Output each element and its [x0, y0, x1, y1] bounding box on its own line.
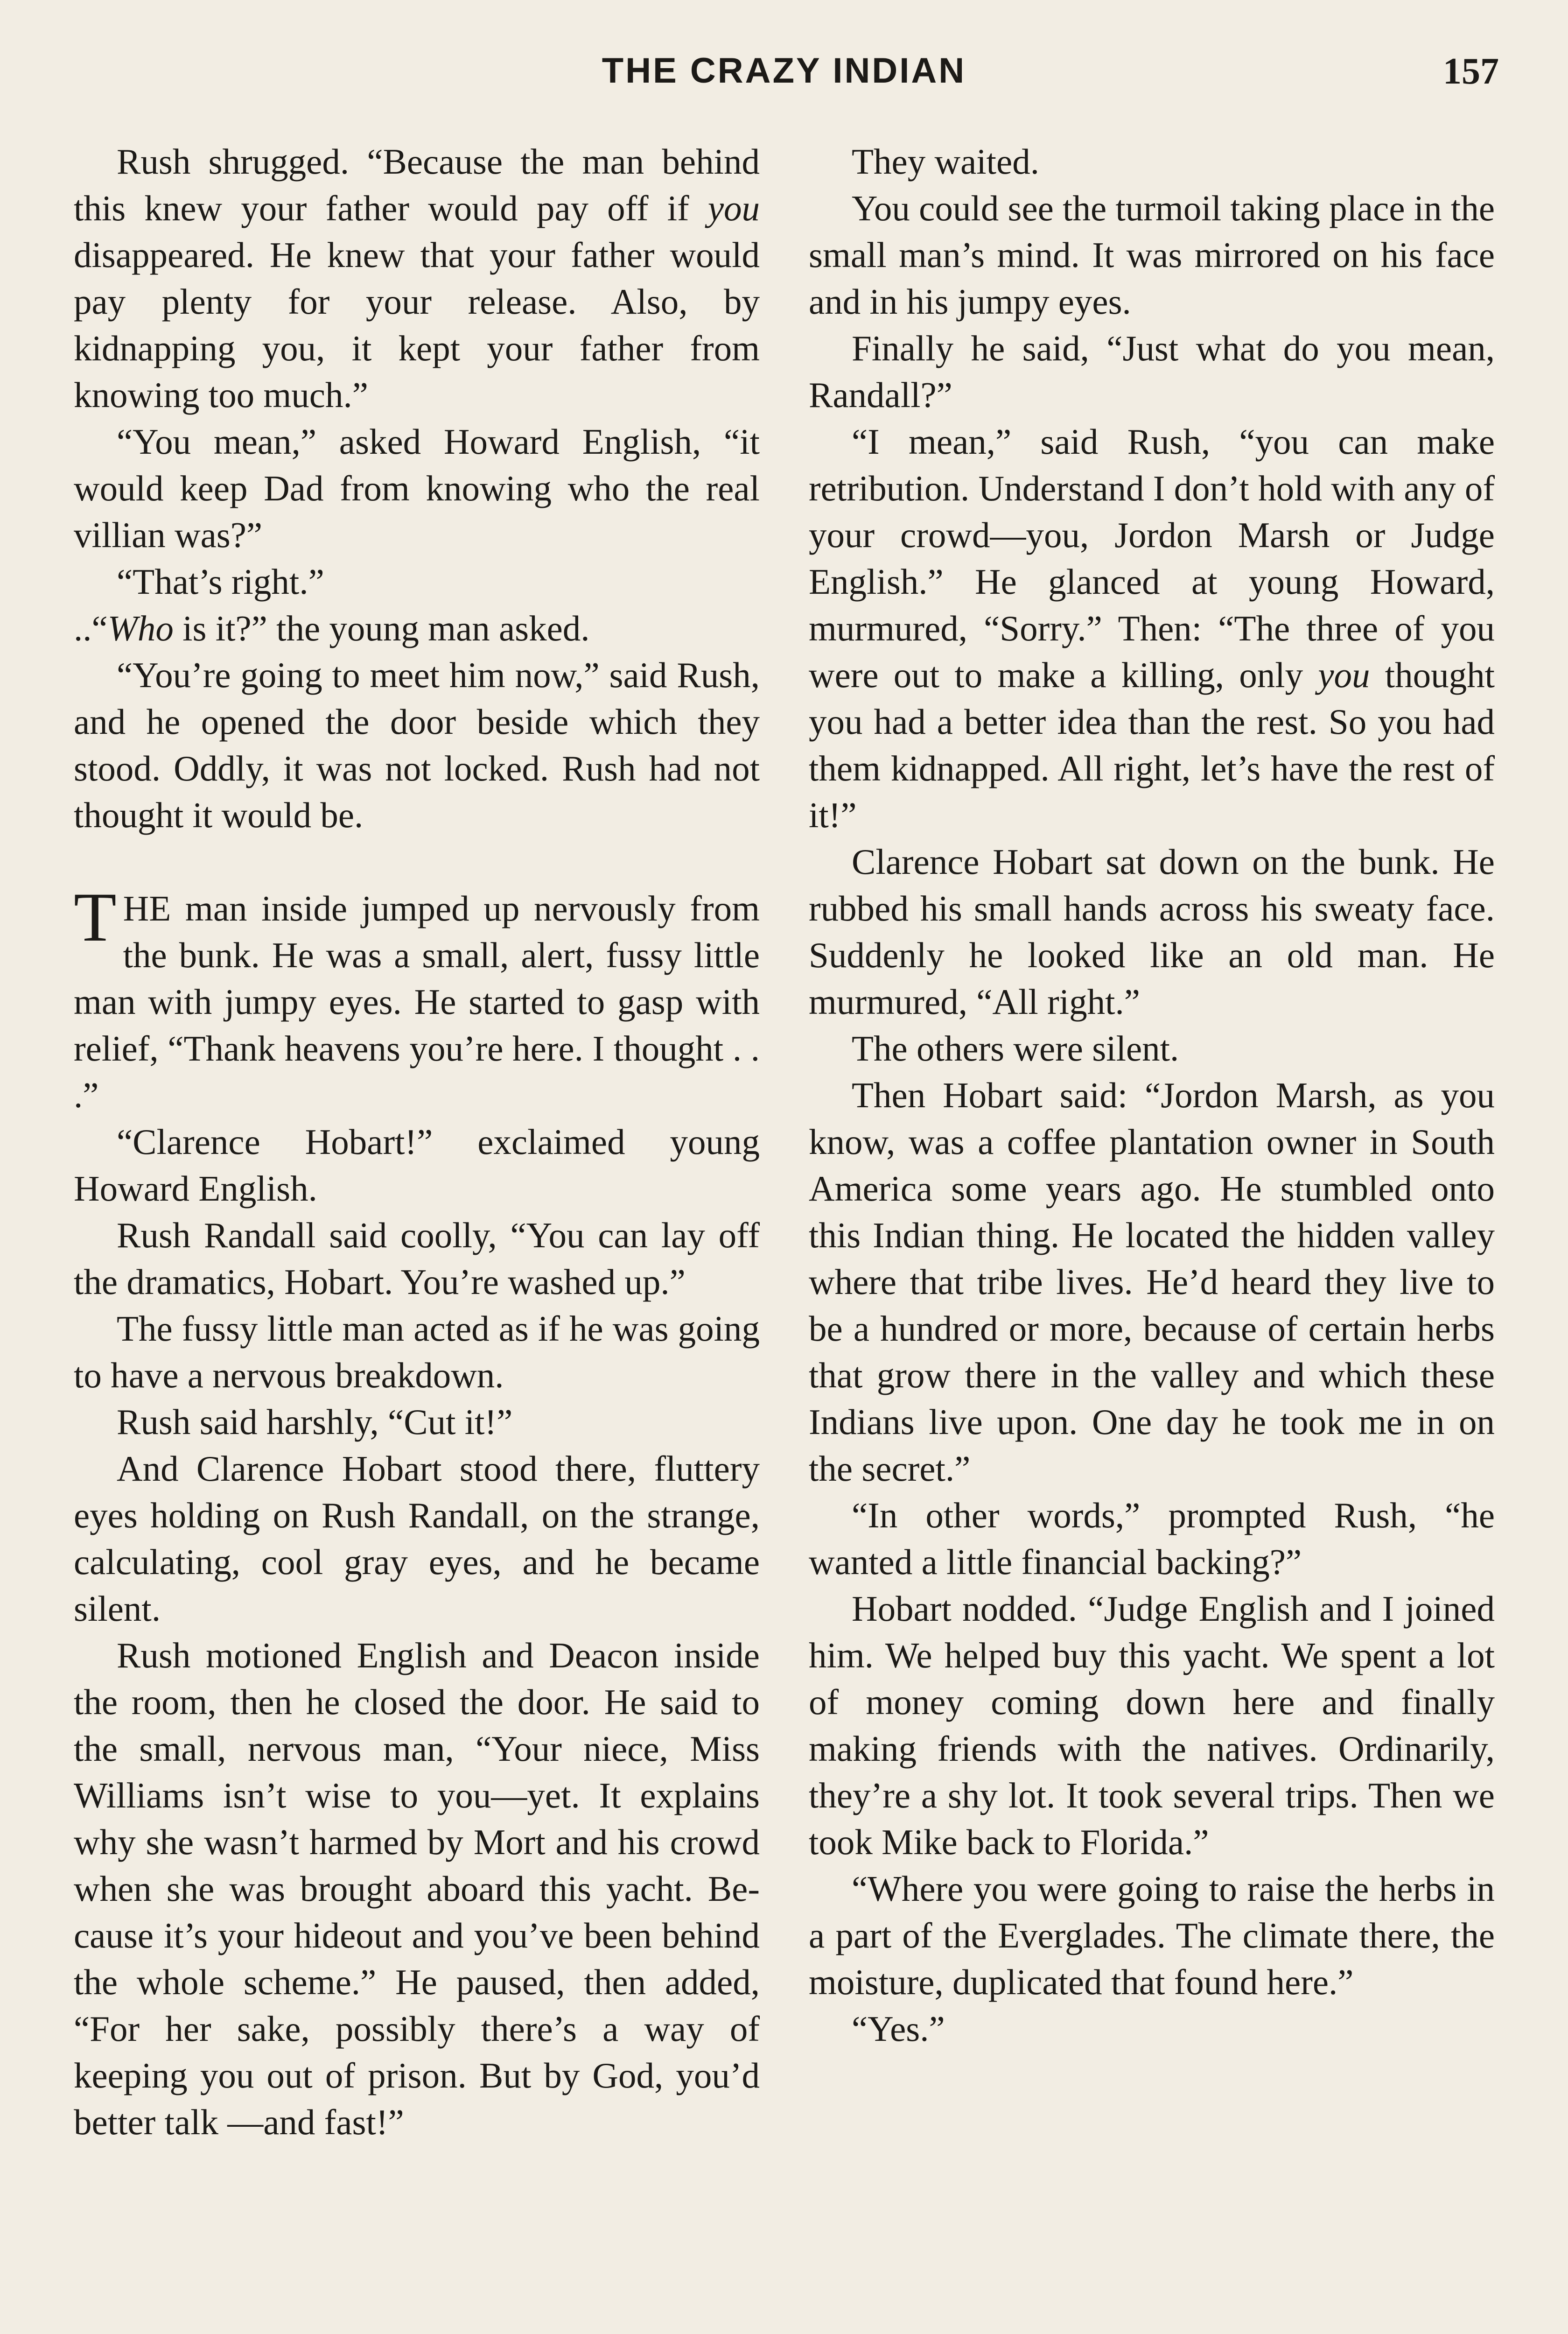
paragraph: “That’s right.”	[117, 562, 324, 602]
paragraph: “In other words,” prompted Rush, “he wanted a little financial backing?”	[809, 1495, 1495, 1582]
paragraph: Rush shrugged. “Because the man behind this knew your father would pay off if you disappeared. He knew that your father would pay plenty for your release. Also, by kidnapping you, it kept your father from knowing too much.”	[74, 141, 760, 415]
paragraph: They waited.	[852, 141, 1039, 182]
paragraph: “Yes.”	[852, 2009, 945, 2049]
paragraph: Rush said harshly, “Cut it!”	[117, 1402, 513, 1442]
paragraph: And Clarence Hobart stood there, fluttery eyes holding on Rush Randall, on the strange, calculating, cool gray eyes, and he became silent.	[74, 1448, 760, 1629]
page-number: 157	[1443, 51, 1499, 92]
paragraph: “You mean,” asked Howard English, “it would keep Dad from knowing who the real villian was?”	[74, 422, 760, 555]
paragraph: ..“Who is it?” the young man asked.	[74, 608, 590, 648]
paragraph: Hobart nodded. “Judge English and I joined him. We helped buy this yacht. We spent a lot of money coming down here and finally making friends with the natives. Ordinarily, they’re a shy lot. It took several trips. Then we took Mike back to Florida.”	[809, 1589, 1495, 1862]
left-column	[74, 138, 760, 2145]
paragraph: Rush Randall said coolly, “You can lay off the dramatics, Hobart. You’re washed up.”	[74, 1215, 760, 1302]
paragraph: You could see the turmoil taking place in the small man’s mind. It was mirrored on his face and in his jumpy eyes.	[809, 188, 1495, 322]
running-title: THE CRAZY INDIAN	[602, 51, 966, 91]
paragraph: “Clarence Hobart!” exclaimed young Howard English.	[74, 1122, 760, 1209]
paragraph: Rush motioned English and Deacon inside the room, then he closed the door. He said to the small, nervous man, “Your niece, Miss Williams isn’t wise to you—yet. It explains why she wasn’t harmed by Mort and his crowd when she was brought aboard this yacht. Because it’s your hideout and you’ve been behind the whole scheme.” He paused, then added, “For her sake, possibly there’s a way of keeping you out of prison. But by God, you’d better talk —and fast!”	[74, 1635, 760, 2142]
paragraph: “You’re going to meet him now,” said Rush, and he opened the door beside which they stood. Oddly, it was not locked. Rush had not thought it would be.	[74, 655, 760, 835]
paragraph: Finally he said, “Just what do you mean, Randall?”	[809, 328, 1495, 415]
paragraph: Then Hobart said: “Jordon Marsh, as you know, was a coffee plantation owner in South America some years ago. He stumbled onto this Indian thing. He located the hidden valley where that tribe lives. He’d heard they live to be a hundred or more, because of certain herbs that grow there in the valley and which these Indians live upon. One day he took me in on the secret.”	[809, 1075, 1495, 1489]
paragraph: The others were silent.	[852, 1028, 1179, 1069]
paragraph: Clarence Hobart sat down on the bunk. He rubbed his small hands across his sweaty face. Suddenly he looked like an old man. He murmured, “All right.”	[809, 842, 1495, 1022]
section-opening-paragraph: THE man inside jumped up nervously from the bunk. He was a small, alert, fussy little man with jumpy eyes. He started to gasp with relief, “Thank heavens you’re here. I thought . . .”	[74, 879, 760, 1115]
paragraph: “Where you were going to raise the herbs in a part of the Everglades. The climate there, the moisture, duplicated that found here.”	[809, 1869, 1495, 2002]
paragraph: “I mean,” said Rush, “you can make retribution. Understand I don’t hold with any of your crowd—you, Jordon Marsh or Judge English.” He glanced at young Howard, murmured, “Sorry.” Then: “The three of you were out to make a killing, only you thought you had a better idea than the rest. So you had them kidnapped. All right, let’s have the rest of it!”	[809, 422, 1495, 835]
right-column	[809, 138, 1495, 2052]
paragraph: The fussy little man acted as if he was going to have a nervous breakdown.	[74, 1308, 760, 1395]
running-header	[0, 50, 1568, 102]
drop-cap: T	[74, 879, 117, 956]
